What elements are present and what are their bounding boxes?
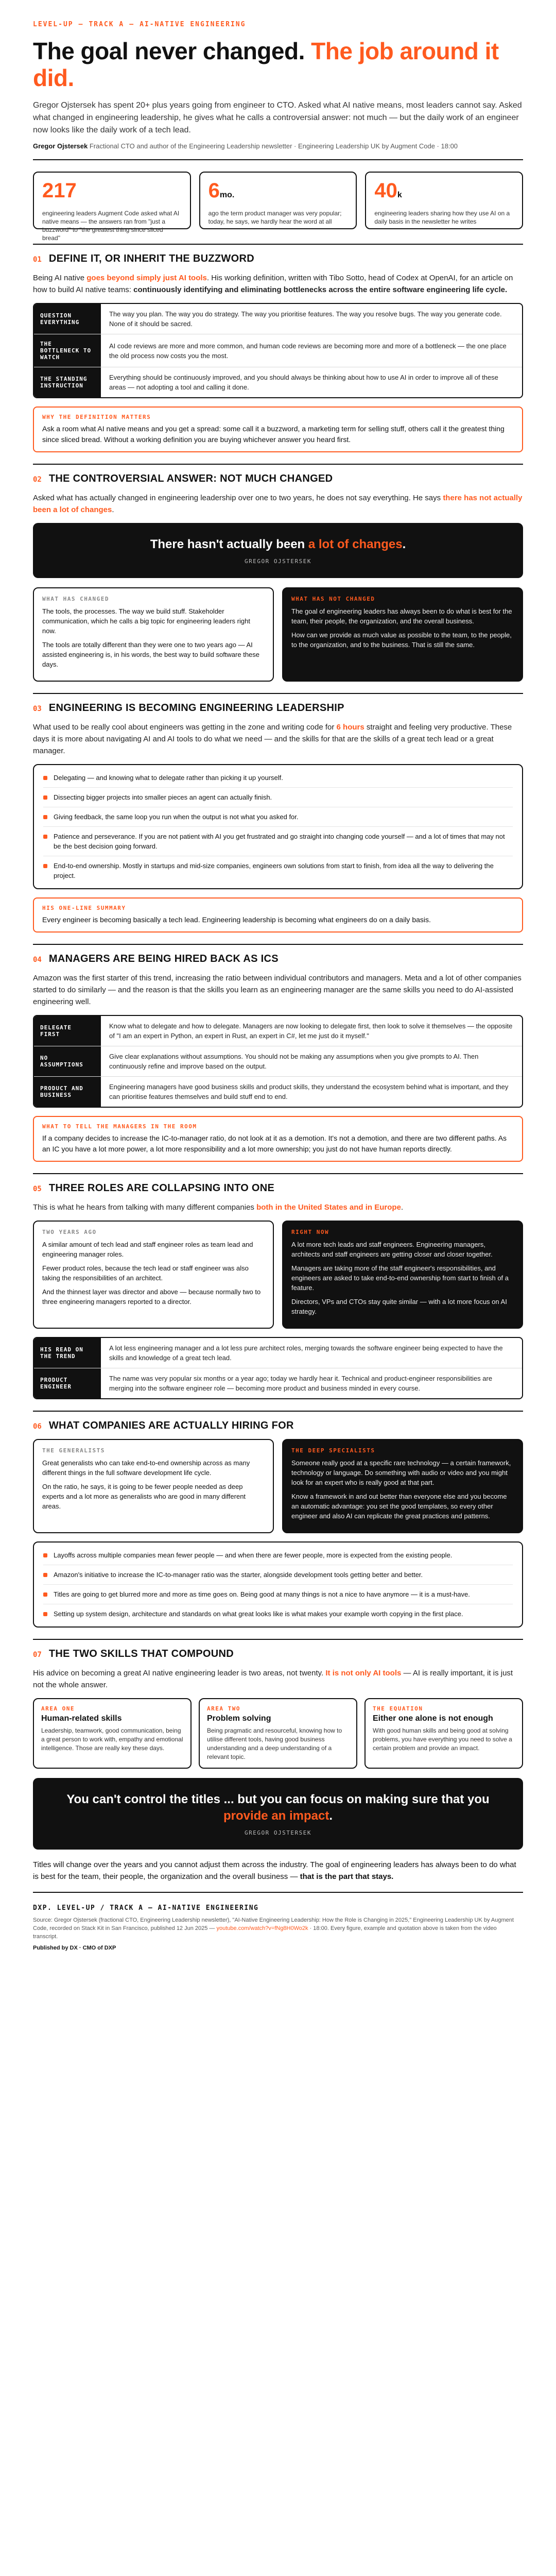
section-title: WHAT COMPANIES ARE ACTUALLY HIRING FOR: [48, 1420, 294, 1431]
list-item: Dissecting bigger projects into smaller pieces an agent can actually finish.: [43, 788, 513, 807]
section-controversial: [33, 464, 523, 682]
area-card: THE EQUATION Either one alone is not enough With good human skills and being good at solving problems, you have everything you need to solve a certain problem and provide an impact.: [364, 1698, 523, 1769]
footer-publisher: Published by DX · CMO of DXP: [33, 1945, 116, 1951]
section-managers: [33, 944, 523, 1162]
panel-two-years-ago: TWO YEARS AGO A similar amount of tech lead and staff engineer roles as team lead and engineering manager roles. Fewer product roles, because the tech lead or staff engineer was also taking the responsibilities of an architect. And the thinnest layer was director and above — because normally two to three engineering managers reported to a director.: [33, 1221, 274, 1329]
panel-right-now: RIGHT NOW A lot more tech leads and staff engineers. Engineering managers, architects and staff engineers are getting closer and closer together. Managers are taking more of the staff engineer's responsibilities, and engineers are asked to take end-to-end ownership from start to finish of a feature. Directors, VPs and CTOs stay quite similar — with a lot more focus on AI strategy.: [282, 1221, 523, 1329]
section-title: DEFINE IT, OR INHERIT THE BUZZWORD: [48, 253, 254, 264]
table-row: HIS READ ON THE TREND A lot less engineering manager and a lot less pure architect roles, merging towards the software engineer being expected to have the skills and knowledge of a great tech lead.: [34, 1338, 522, 1368]
list-item: Titles are going to get blurred more and more as time goes on. Being good at many things is not a nice to have anymore — it is a must-have.: [43, 1585, 513, 1604]
compare-panels: [33, 1221, 523, 1329]
stats-row: [33, 172, 523, 242]
section-number: 05: [33, 1185, 42, 1193]
section-paragraph: Asked what has actually changed in engineering leadership over one to two years, he does not say everything. He says there has not actually been a lot of changes.: [33, 494, 523, 514]
pull-quote: You can't control the titles ... but you can focus on making sure that you provide an impact. GREGOR OJSTERSEK: [33, 1778, 523, 1850]
section-number: 07: [33, 1651, 42, 1659]
stat-card: 6mo. ago the term product manager was very popular; today, he says, we hardly hear the word at all: [199, 172, 357, 229]
section-two-skills: [33, 1639, 523, 1893]
section-number: 06: [33, 1422, 42, 1431]
list-item: Setting up system design, architecture and standards on what great looks like is what makes your example worth copying in the first place.: [43, 1604, 513, 1623]
bullet-icon: [43, 1612, 47, 1616]
section-hiring: [33, 1411, 523, 1628]
section-paragraph: This is what he hears from talking with many different companies both in the United States and in Europe.: [33, 1203, 404, 1212]
manager-skills-table: [33, 1015, 523, 1108]
callout-box: WHAT TO TELL THE MANAGERS IN THE ROOM If a company decides to increase the IC-to-manager ratio, do not look at it as a demotion. It's not a demotion, and there are two different paths. As an IC you have a lot more power, a lot more responsibility and a lot more ownership; you just do not have human reports directly.: [33, 1116, 523, 1162]
footer: [33, 1904, 523, 1951]
section-define: [33, 244, 523, 452]
list-item: Layoffs across multiple companies mean fewer people — and when there are fewer people, more is expected from the existing people.: [43, 1546, 513, 1565]
trend-table: [33, 1337, 523, 1399]
list-item: Delegating — and knowing what to delegate rather than picking it up yourself.: [43, 768, 513, 788]
list-item: Patience and perseverance. If you are not patient with AI you get frustrated and go straight into changing code yourself — and a lot of times that may not be the best decision going forward.: [43, 827, 513, 856]
section-number: 01: [33, 256, 42, 264]
section-number: 03: [33, 705, 42, 713]
section-paragraph: Being AI native goes beyond simply just AI tools. His working definition, written with Tibo Sotto, head of Codex at OpenAI, for an article on how to build AI native teams: continuously identifying and eliminating bottlenecks across the entire software engineering life cycle.: [33, 274, 513, 294]
list-item: Amazon's initiative to increase the IC-to-manager ratio was the starter, alongside development tools getting better and better.: [43, 1565, 513, 1585]
tag-topic: AI-NATIVE ENGINEERING: [140, 21, 246, 28]
bullet-icon: [43, 1553, 47, 1557]
track-tagline: LEVEL-UP — TRACK A — AI-NATIVE ENGINEERING: [33, 21, 246, 28]
closing-paragraph: Titles will change over the years and you cannot adjust them across the industry. The goal of engineering leaders has always been to do what is best for the team, their people, the organization and the overall business — that is the part that stays.: [33, 1859, 523, 1893]
section-paragraph: Amazon was the first starter of this trend, increasing the ratio between individual contributors and managers. Meta and a lot of other companies started to do similarly — and the reason is that the skills you learn as an engineering manager are the same skills you need to do AI-assisted engineering well.: [33, 974, 522, 1006]
section-number: 02: [33, 476, 42, 484]
section-title: THE CONTROVERSIAL ANSWER: NOT MUCH CHANGED: [48, 473, 333, 484]
panel-specialists: THE DEEP SPECIALISTS Someone really good at a specific rare technology — a certain framework, technology or language. Do something with audio or video and you might look for an expert who is really good at that part. Know a framework in and out better than everyone else and you become an automatic advantage: you set the good templates, so every other engineer and also AI can replicate the great practices and patterns.: [282, 1439, 523, 1533]
intro-paragraph: Gregor Ojstersek has spent 20+ plus years going from engineer to CTO. Asked what AI native means, most leaders cannot say. Asked what changed in engineering leadership, he gives what he calls a controversial answer: not much — but the daily work of an engineer now looks like the daily work of a tech lead.: [33, 101, 522, 134]
callout-box: WHY THE DEFINITION MATTERS Ask a room what AI native means and you get a spread: some call it a buzzword, a marketing term for selling stuff, others call it the greatest thing since sliced bread. Without a working definition you are buying whichever answer you heard first.: [33, 406, 523, 452]
panel-not-changed: WHAT HAS NOT CHANGED The goal of engineering leaders has always been to do what is best for the team, their people, the organization, and the overall business. How can we provide as much value as possible to the team, to the people, to the organization, and to the business. That is still the same.: [282, 587, 523, 682]
skills-list: [33, 764, 523, 889]
section-roles: [33, 1173, 523, 1399]
callout-box: HIS ONE-LINE SUMMARY Every engineer is becoming basically a tech lead. Engineering leadership is becoming what engineers do on a daily basis.: [33, 897, 523, 933]
table-row: THE BOTTLENECK TO WATCH AI code reviews are more and more common, and human code reviews are becoming more and more of a bottleneck — the one place the old process now costs you the most.: [34, 334, 522, 367]
section-title: MANAGERS ARE BEING HIRED BACK AS ICS: [48, 953, 279, 964]
bullet-icon: [43, 864, 47, 868]
bullet-icon: [43, 795, 47, 800]
panel-changed: WHAT HAS CHANGED The tools, the processes. The way we build stuff. Stakeholder communication, which he calls a big topic for engineering leaders right now. The tools are totally different than they were one to two years ago — AI assisted engineering is, in his words, the best way to build software these days.: [33, 587, 274, 682]
table-row: PRODUCT ENGINEER The name was very popular six months or a year ago; today we hardly hear it. Technical and product-engineer responsibilities are merging into the software engineer role — becoming more product and business minded in every course.: [34, 1368, 522, 1398]
skill-areas: [33, 1698, 523, 1769]
bullet-icon: [43, 835, 47, 839]
stat-card: 40k engineering leaders sharing how they use AI on a daily basis in the newsletter he writes: [365, 172, 523, 229]
source-link[interactable]: youtube.com/watch?v=fNg8H0Wo2k: [216, 1925, 308, 1931]
footer-source: Source: Gregor Ojstersek (fractional CTO, Engineering Leadership newsletter), "AI-Native Engineering Leadership: How the Role is Changing in 2025," Engineering Leadership UK by Augment Code, recorded on Stack Kit in San Francisco, published 12 Jun 2025 — youtube.com/watch?v=fNg8H0Wo2k · 18:00. Every figure, example and quotation above is taken from the video transcript.: [33, 1917, 514, 1940]
compare-panels: [33, 1439, 523, 1533]
byline: Gregor Ojstersek Fractional CTO and author of the Engineering Leadership newsletter · Engineering Leadership UK by Augment Code · 18:00: [33, 142, 523, 160]
section-number: 04: [33, 956, 42, 964]
list-item: Giving feedback, the same loop you run when the output is not what you asked for.: [43, 807, 513, 827]
compare-panels: [33, 587, 523, 682]
bullet-icon: [43, 815, 47, 819]
bullet-icon: [43, 1592, 47, 1597]
table-row: THE STANDING INSTRUCTION Everything should be continuously improved, and you should always be thinking about how to use AI in order to improve all of these areas — not adopting a tool and calling it done.: [34, 367, 522, 397]
table-row: NO ASSUMPTIONS Give clear explanations without assumptions. You should not be making any assumptions when you give prompts to AI. Then continuously refine and improve based on the output.: [34, 1046, 522, 1077]
area-card: AREA ONE Human-related skills Leadership, teamwork, good communication, being a great person to work with, empathy and emotional intelligence. Those are really key these days.: [33, 1698, 192, 1769]
tag-track: TRACK A: [89, 21, 125, 28]
section-title: ENGINEERING IS BECOMING ENGINEERING LEADERSHIP: [48, 702, 344, 714]
pull-quote: There hasn't actually been a lot of changes. GREGOR OJSTERSEK: [33, 523, 523, 578]
stat-card: 217 engineering leaders Augment Code asked what AI native means — the answers ran from "just a buzzword" to "the greatest thing since sliced bread": [33, 172, 191, 229]
section-title: THE TWO SKILLS THAT COMPOUND: [48, 1648, 234, 1659]
list-item: End-to-end ownership. Mostly in startups and mid-size companies, engineers own solutions from start to finish, from idea all the way to delivering the project.: [43, 856, 513, 885]
area-card: AREA TWO Problem solving Being pragmatic and resourceful, knowing how to utilise different tools, having good business understanding and a deep understanding of a relevant topic.: [199, 1698, 357, 1769]
bullet-icon: [43, 776, 47, 780]
definition-table: [33, 303, 523, 398]
footer-title: DXP. LEVEL-UP / TRACK A — AI-NATIVE ENGINEERING: [33, 1904, 259, 1912]
section-paragraph: His advice on becoming a great AI native engineering leader is two areas, not twenty. It is not only AI tools — AI is really important, it is just not the whole answer.: [33, 1669, 513, 1689]
bullet-icon: [43, 1573, 47, 1577]
table-row: PRODUCT AND BUSINESS Engineering managers have good business skills and product skills, they understand the ecosystem behind what is important, and they can prioritise features themselves and build stuff end to end.: [34, 1077, 522, 1107]
page-title: The goal never changed. The job around it did.: [33, 38, 499, 91]
section-paragraph: What used to be really cool about engineers was getting in the zone and writing code for 6 hours straight and feeling very productive. These days it is more about navigating AI and AI tools to do what we need — and the skills for that are the skills of a great tech lead or a great manager.: [33, 723, 512, 755]
section-title: THREE ROLES ARE COLLAPSING INTO ONE: [48, 1182, 275, 1194]
table-row: QUESTION EVERYTHING The way you plan. The way you do strategy. The way you prioritise features. The way you resolve bugs. The way you generate code. None of it should be sacred.: [34, 304, 522, 334]
tag-level-up: LEVEL-UP: [33, 21, 74, 28]
table-row: DELEGATE FIRST Know what to delegate and how to delegate. Managers are now looking to delegate first, then look to solve it themselves — the opposite of "I am an expert in Python, an expert in Rust, an expert in C#, let me just do it myself.": [34, 1016, 522, 1046]
hiring-list: [33, 1541, 523, 1628]
section-engineering-leadership: [33, 693, 523, 933]
panel-generalists: THE GENERALISTS Great generalists who can take end-to-end ownership across as many different things in the full software development life cycle. On the ratio, he says, it is going to be fewer people needed as deep experts and a lot more as generalists who are good in many different areas.: [33, 1439, 274, 1533]
